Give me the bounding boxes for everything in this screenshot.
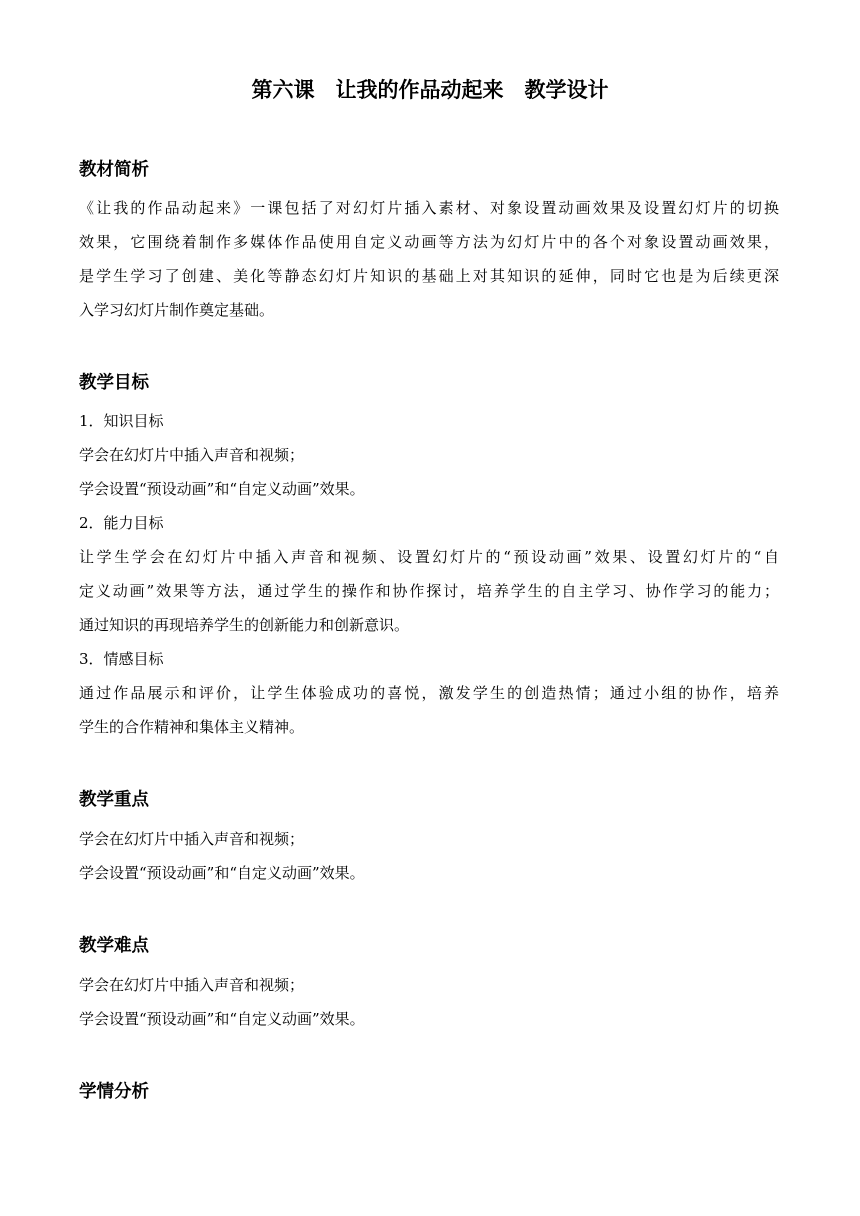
- document-title: 第六课 让我的作品动起来 教学设计: [251, 78, 609, 102]
- goals-line-2: 学会在幻灯片中插入声音和视频；: [79, 446, 305, 464]
- key-points-line-1: 学会在幻灯片中插入声音和视频；: [79, 830, 305, 848]
- section-heading-materials: 教材简析: [79, 160, 149, 180]
- goals-line-5: 让学生学会在幻灯片中插入声音和视频、设置幻灯片的“预设动画”效果、设置幻灯片的“自: [79, 548, 779, 566]
- materials-line-4: 入学习幻灯片制作奠定基础。: [79, 301, 275, 319]
- section-heading-key-points: 教学重点: [79, 790, 149, 810]
- section-heading-goals: 教学目标: [79, 373, 149, 393]
- key-points-line-2: 学会设置“预设动画”和“自定义动画”效果。: [79, 864, 365, 882]
- materials-line-1: 《让我的作品动起来》一课包括了对幻灯片插入素材、对象设置动画效果及设置幻灯片的切换: [79, 199, 779, 217]
- section-heading-learner-analysis: 学情分析: [79, 1082, 149, 1102]
- materials-line-3: 是学生学习了创建、美化等静态幻灯片知识的基础上对其知识的延伸，同时它也是为后续更深: [79, 267, 779, 285]
- goals-line-7: 通过知识的再现培养学生的创新能力和创新意识。: [79, 616, 410, 634]
- goals-line-8: 3．情感目标: [79, 650, 164, 668]
- difficulties-line-1: 学会在幻灯片中插入声音和视频；: [79, 976, 305, 994]
- materials-line-2: 效果，它围绕着制作多媒体作品使用自定义动画等方法为幻灯片中的各个对象设置动画效果，: [79, 233, 779, 251]
- difficulties-line-2: 学会设置“预设动画”和“自定义动画”效果。: [79, 1010, 365, 1028]
- goals-line-10: 学生的合作精神和集体主义精神。: [79, 718, 305, 736]
- goals-line-9: 通过作品展示和评价，让学生体验成功的喜悦，激发学生的创造热情；通过小组的协作，培养: [79, 684, 779, 702]
- section-heading-difficulties: 教学难点: [79, 936, 149, 956]
- goals-line-3: 学会设置“预设动画”和“自定义动画”效果。: [79, 480, 365, 498]
- goals-line-4: 2．能力目标: [79, 514, 164, 532]
- goals-line-1: 1．知识目标: [79, 412, 164, 430]
- goals-line-6: 定义动画”效果等方法，通过学生的操作和协作探讨，培养学生的自主学习、协作学习的能力；: [79, 582, 779, 600]
